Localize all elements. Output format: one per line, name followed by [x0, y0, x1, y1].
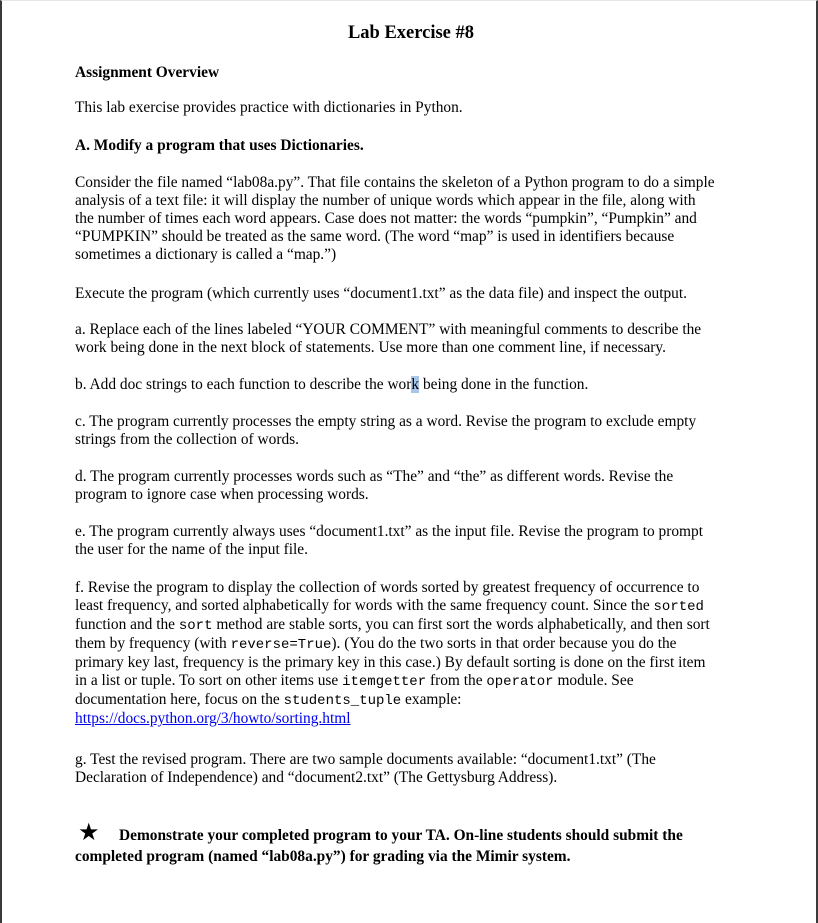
code-sort: sort [178, 618, 213, 634]
demo-note [75, 827, 765, 866]
sorting-docs-link[interactable]: https://docs.python.org/3/howto/sorting.html [75, 710, 351, 727]
text-segment: function and the [75, 616, 179, 633]
section-a-heading: A. Modify a program that uses Dictionaries. [75, 137, 364, 154]
text-segment: module. See [553, 672, 634, 689]
text-line: sometimes a dictionary is called a “map.”) [75, 246, 337, 263]
text-segment: b. Add doc strings to each function to describe the wor [75, 376, 412, 393]
overview-text: This lab exercise provides practice with dictionaries in Python. [75, 99, 463, 116]
text-segment: from the [426, 672, 487, 689]
item-e [75, 523, 765, 559]
item-a [75, 321, 765, 357]
text-segment: example: [401, 691, 462, 708]
text-line [75, 710, 765, 728]
text-line: e. The program currently always uses “document1.txt” as the input file. Revise the program to prompt [75, 523, 703, 540]
text-segment: being done in the function. [419, 376, 589, 393]
item-c [75, 413, 765, 449]
text-line: analysis of a text file: it will display the number of unique words which appear in the file, along with [75, 192, 696, 209]
item-b [75, 376, 765, 394]
text-selection[interactable]: k [411, 376, 420, 393]
text-line: Consider the file named “lab08a.py”. That file contains the skeleton of a Python program to do a simple [75, 174, 715, 191]
text-line: Demonstrate your completed program to your TA. On-line students should submit the [119, 827, 683, 844]
text-segment: them by frequency (with [75, 635, 231, 652]
overview-heading: Assignment Overview [75, 64, 220, 81]
intro-paragraph [75, 174, 765, 264]
item-d [75, 468, 765, 504]
text-line [75, 635, 765, 654]
code-reverse-true: reverse=True [230, 637, 332, 653]
text-line: a. Replace each of the lines labeled “YOUR COMMENT” with meaningful comments to describe the [75, 321, 702, 338]
text-line: Declaration of Independence) and “document2.txt” (The Gettysburg Address). [75, 769, 558, 786]
text-segment: documentation here, focus on the [75, 691, 284, 708]
text-segment: ). (You do the two sorts in that order because you do the [331, 635, 677, 652]
text-line: g. Test the revised program. There are two sample documents available: “document1.txt” (The [75, 751, 656, 768]
text-line: “PUMPKIN” should be treated as the same word. (The word “map” is used in identifiers because [75, 228, 675, 245]
code-students-tuple: students_tuple [283, 693, 402, 709]
text-line: program to ignore case when processing words. [75, 486, 369, 503]
code-itemgetter: itemgetter [342, 674, 427, 690]
text-line: the user for the name of the input file. [75, 541, 308, 558]
text-line: f. Revise the program to display the collection of words sorted by greatest frequency of occurrence to [75, 579, 700, 596]
star-icon: ★ [78, 820, 100, 846]
item-g [75, 751, 765, 787]
execute-paragraph: Execute the program (which currently uses “document1.txt” as the data file) and inspect the output. [75, 285, 687, 302]
code-operator: operator [486, 674, 554, 690]
text-line [75, 672, 765, 691]
text-line: c. The program currently processes the empty string as a word. Revise the program to exclude empty [75, 413, 697, 430]
page-title: Lab Exercise #8 [347, 23, 475, 43]
text-line [75, 597, 765, 616]
text-segment: in a list or tuple. To sort on other items use [75, 672, 343, 689]
text-line: completed program (named “lab08a.py”) for grading via the Mimir system. [75, 848, 571, 865]
text-line: d. The program currently processes words such as “The” and “the” as different words. Revise the [75, 468, 674, 485]
text-line [75, 616, 765, 635]
text-line: work being done in the next block of statements. Use more than one comment line, if necessary. [75, 339, 666, 356]
text-segment: least frequency, and sorted alphabetically for words with the same frequency count. Since the [75, 597, 654, 614]
text-line [75, 691, 765, 710]
text-segment: method are stable sorts, you can first sort the words alphabetically, and then sort [212, 616, 710, 633]
code-sorted: sorted [653, 599, 704, 615]
text-line: strings from the collection of words. [75, 431, 299, 448]
text-line: the number of times each word appears. Case does not matter: the words “pumpkin”, “Pumpkin” and [75, 210, 697, 227]
item-f [75, 579, 765, 728]
text-line: primary key last, frequency is the primary key in this case.) By default sorting is done on the first item [75, 654, 706, 671]
